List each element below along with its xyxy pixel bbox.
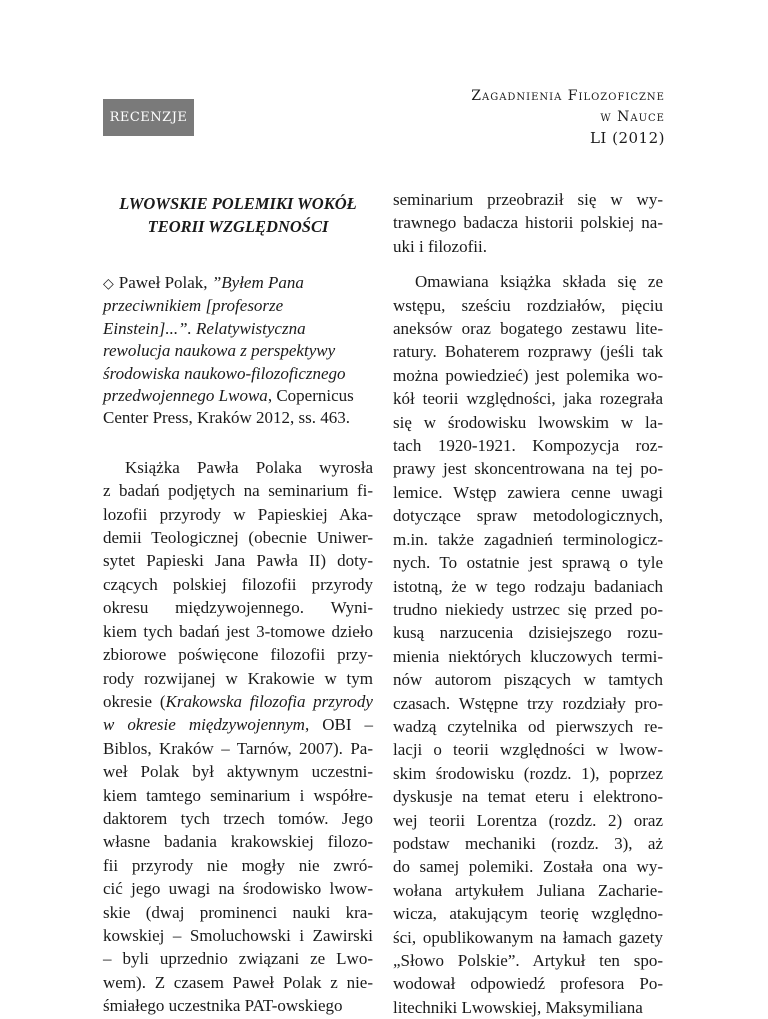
text-line: kiem tych badań jest 3-tomowe dzieło	[103, 621, 373, 641]
text-line: okresu międzywojennego. Wyni-	[103, 598, 373, 618]
body-paragraph-2	[393, 270, 663, 1019]
text-line: Książka Pawła Polaka wyrosła	[125, 457, 373, 477]
italic-series-title: w okresie międzywojennym	[103, 715, 305, 735]
text-line: istotną, że w tego rodzaju badaniach	[393, 576, 663, 596]
text-line: wstępu, sześciu rozdziałów, pięciu	[393, 295, 663, 315]
text-line: litechniki Lwowskiej, Maksymiliana	[393, 997, 643, 1017]
review-title-line1: LWOWSKIE POLEMIKI WOKÓŁ	[119, 194, 357, 213]
text-line: trudno niekiedy ustrzec się przed po-	[393, 599, 663, 619]
text-line: kusą narzucenia dzisiejszego rozu-	[393, 623, 663, 643]
citation-publisher: , Copernicus Center Press, Kraków 2012, ss. 463.	[103, 386, 354, 428]
text-line: skim środowisku (rozdz. 1), poprzez	[393, 763, 663, 783]
text-line: zbiorowe poświęcone filozofii przy-	[103, 645, 373, 665]
text-line: z badań podjętych na seminarium fi-	[103, 481, 373, 501]
text-line: weł Polak był aktywnym uczestni-	[103, 762, 373, 782]
text-line: „Słowo Polskie”. Artykuł ten spo-	[393, 951, 663, 970]
text-line: można powiedzieć) jest polemika wo-	[393, 365, 663, 385]
left-column	[103, 188, 373, 1018]
text-line: czasach. Wstępne trzy rozdziały pro-	[393, 693, 663, 713]
text-line: prawy jest skoncentrowana na tej po-	[393, 459, 663, 479]
section-badge: RECENZJE	[103, 99, 194, 136]
text-fragment: okresie (	[103, 691, 166, 711]
italic-series-title: Krakowska filozofia przyrody	[165, 691, 373, 711]
text-line: cić jego uwagi na środowisko lwow-	[103, 879, 373, 899]
text-line: mienia niektórych kluczowych termi-	[393, 646, 663, 666]
text-line: podstaw mechaniki (rozdz. 3), aż	[393, 833, 663, 853]
text-line: wodował odpowiedź profesora Po-	[393, 974, 663, 994]
text-line: lozofii przyrody w Papieskiej Aka-	[103, 504, 373, 524]
text-line: się w środowisku lwowskim w la-	[393, 412, 663, 432]
text-line: kół teorii względności, jaka rozegrała	[393, 389, 663, 409]
text-line: kowskiej – Smoluchowski i Zawirski	[103, 925, 373, 945]
text-line: wem). Z czasem Paweł Polak z nie-	[103, 972, 373, 992]
text-line: Omawiana książka składa się ze	[415, 272, 663, 292]
text-line: trawnego badacza historii polskiej na-	[393, 213, 663, 233]
text-line: wołana artykułem Juliana Zacharie-	[393, 880, 663, 900]
citation-title: ”Byłem Pana przeciwnikiem [profesorze Einstein]...”. Relatywistyczna rewolucja naukowa z perspektywy środowiska naukowo-filozoficznego przedwojennego Lwowa	[103, 273, 346, 406]
review-title	[103, 192, 373, 238]
text-line: ści, opublikowanym na łamach gazety	[393, 927, 663, 947]
text-line: daktorem tych trzech tomów. Jego	[103, 808, 373, 828]
text-line: śmiałego uczestnika PAT-owskiego	[103, 996, 343, 1016]
text-line: kiem tamtego seminarium i współre-	[103, 785, 373, 805]
journal-title-line2: w Nauce	[600, 109, 665, 125]
text-line: wadzą czytelnika od pierwszych re-	[393, 716, 663, 736]
text-line: ratury. Bohaterem rozprawy (jeśli tak	[393, 342, 663, 362]
text-line	[103, 713, 373, 736]
text-line: skie (dwaj prominenci nauki kra-	[103, 902, 373, 922]
text-line: wicza, atakującym teorię względno-	[393, 904, 663, 924]
text-line: sytet Papieski Jana Pawła II) doty-	[103, 551, 373, 571]
text-line	[103, 690, 373, 713]
text-line: seminarium przeobraził się w wy-	[393, 190, 663, 209]
text-line: lacji o teorii względności w lwow-	[393, 740, 663, 760]
text-line: własne badania krakowskiej filozo-	[103, 832, 373, 852]
review-title-line2: TEORII WZGLĘDNOŚCI	[147, 217, 329, 236]
text-line: m.in. także zagadnień terminologicz-	[393, 529, 663, 549]
journal-title-line1: Zagadnienia Filozoficzne	[471, 88, 665, 104]
text-line: demii Teologicznej (obecnie Uniwer-	[103, 528, 373, 548]
text-line: lemice. Wstęp zawiera cenne uwagi	[393, 482, 663, 502]
text-line: aneksów oraz bogatego zestawu lite-	[393, 319, 663, 339]
body-paragraph-1	[103, 456, 373, 1018]
body-paragraph-continued	[393, 188, 663, 258]
text-line: do samej polemiki. Została ona wy-	[393, 857, 663, 877]
text-line: dyskusje na temat eteru i elektrono-	[393, 787, 663, 807]
text-line: fii przyrody nie mogły nie zwró-	[103, 855, 373, 875]
journal-header	[471, 86, 665, 149]
text-line: – byli uprzednio związani ze Lwo-	[103, 949, 373, 969]
text-line: uki i filozofii.	[393, 236, 487, 256]
text-line: rody rozwijanej w Krakowie w tym	[103, 668, 373, 688]
right-column	[393, 188, 663, 1019]
text-line: Biblos, Kraków – Tarnów, 2007). Pa-	[103, 738, 373, 758]
text-line: czących polskiej filozofii przyrody	[103, 574, 373, 594]
text-line: tach 1920-1921. Kompozycja roz-	[393, 436, 663, 456]
citation-author: Paweł Polak,	[118, 273, 208, 292]
text-fragment: , OBI –	[304, 715, 373, 735]
text-line: dotyczące spraw metodologicznych,	[393, 506, 663, 526]
text-line: wej teorii Lorentza (rozdz. 2) oraz	[393, 810, 663, 830]
text-line: nów autorom piszących w tamtych	[393, 670, 663, 690]
journal-volume: LI (2012)	[589, 129, 665, 147]
diamond-icon: ◇	[103, 276, 114, 292]
text-line: nych. To ostatnie jest sprawą o tyle	[393, 553, 663, 573]
book-citation	[103, 272, 373, 430]
